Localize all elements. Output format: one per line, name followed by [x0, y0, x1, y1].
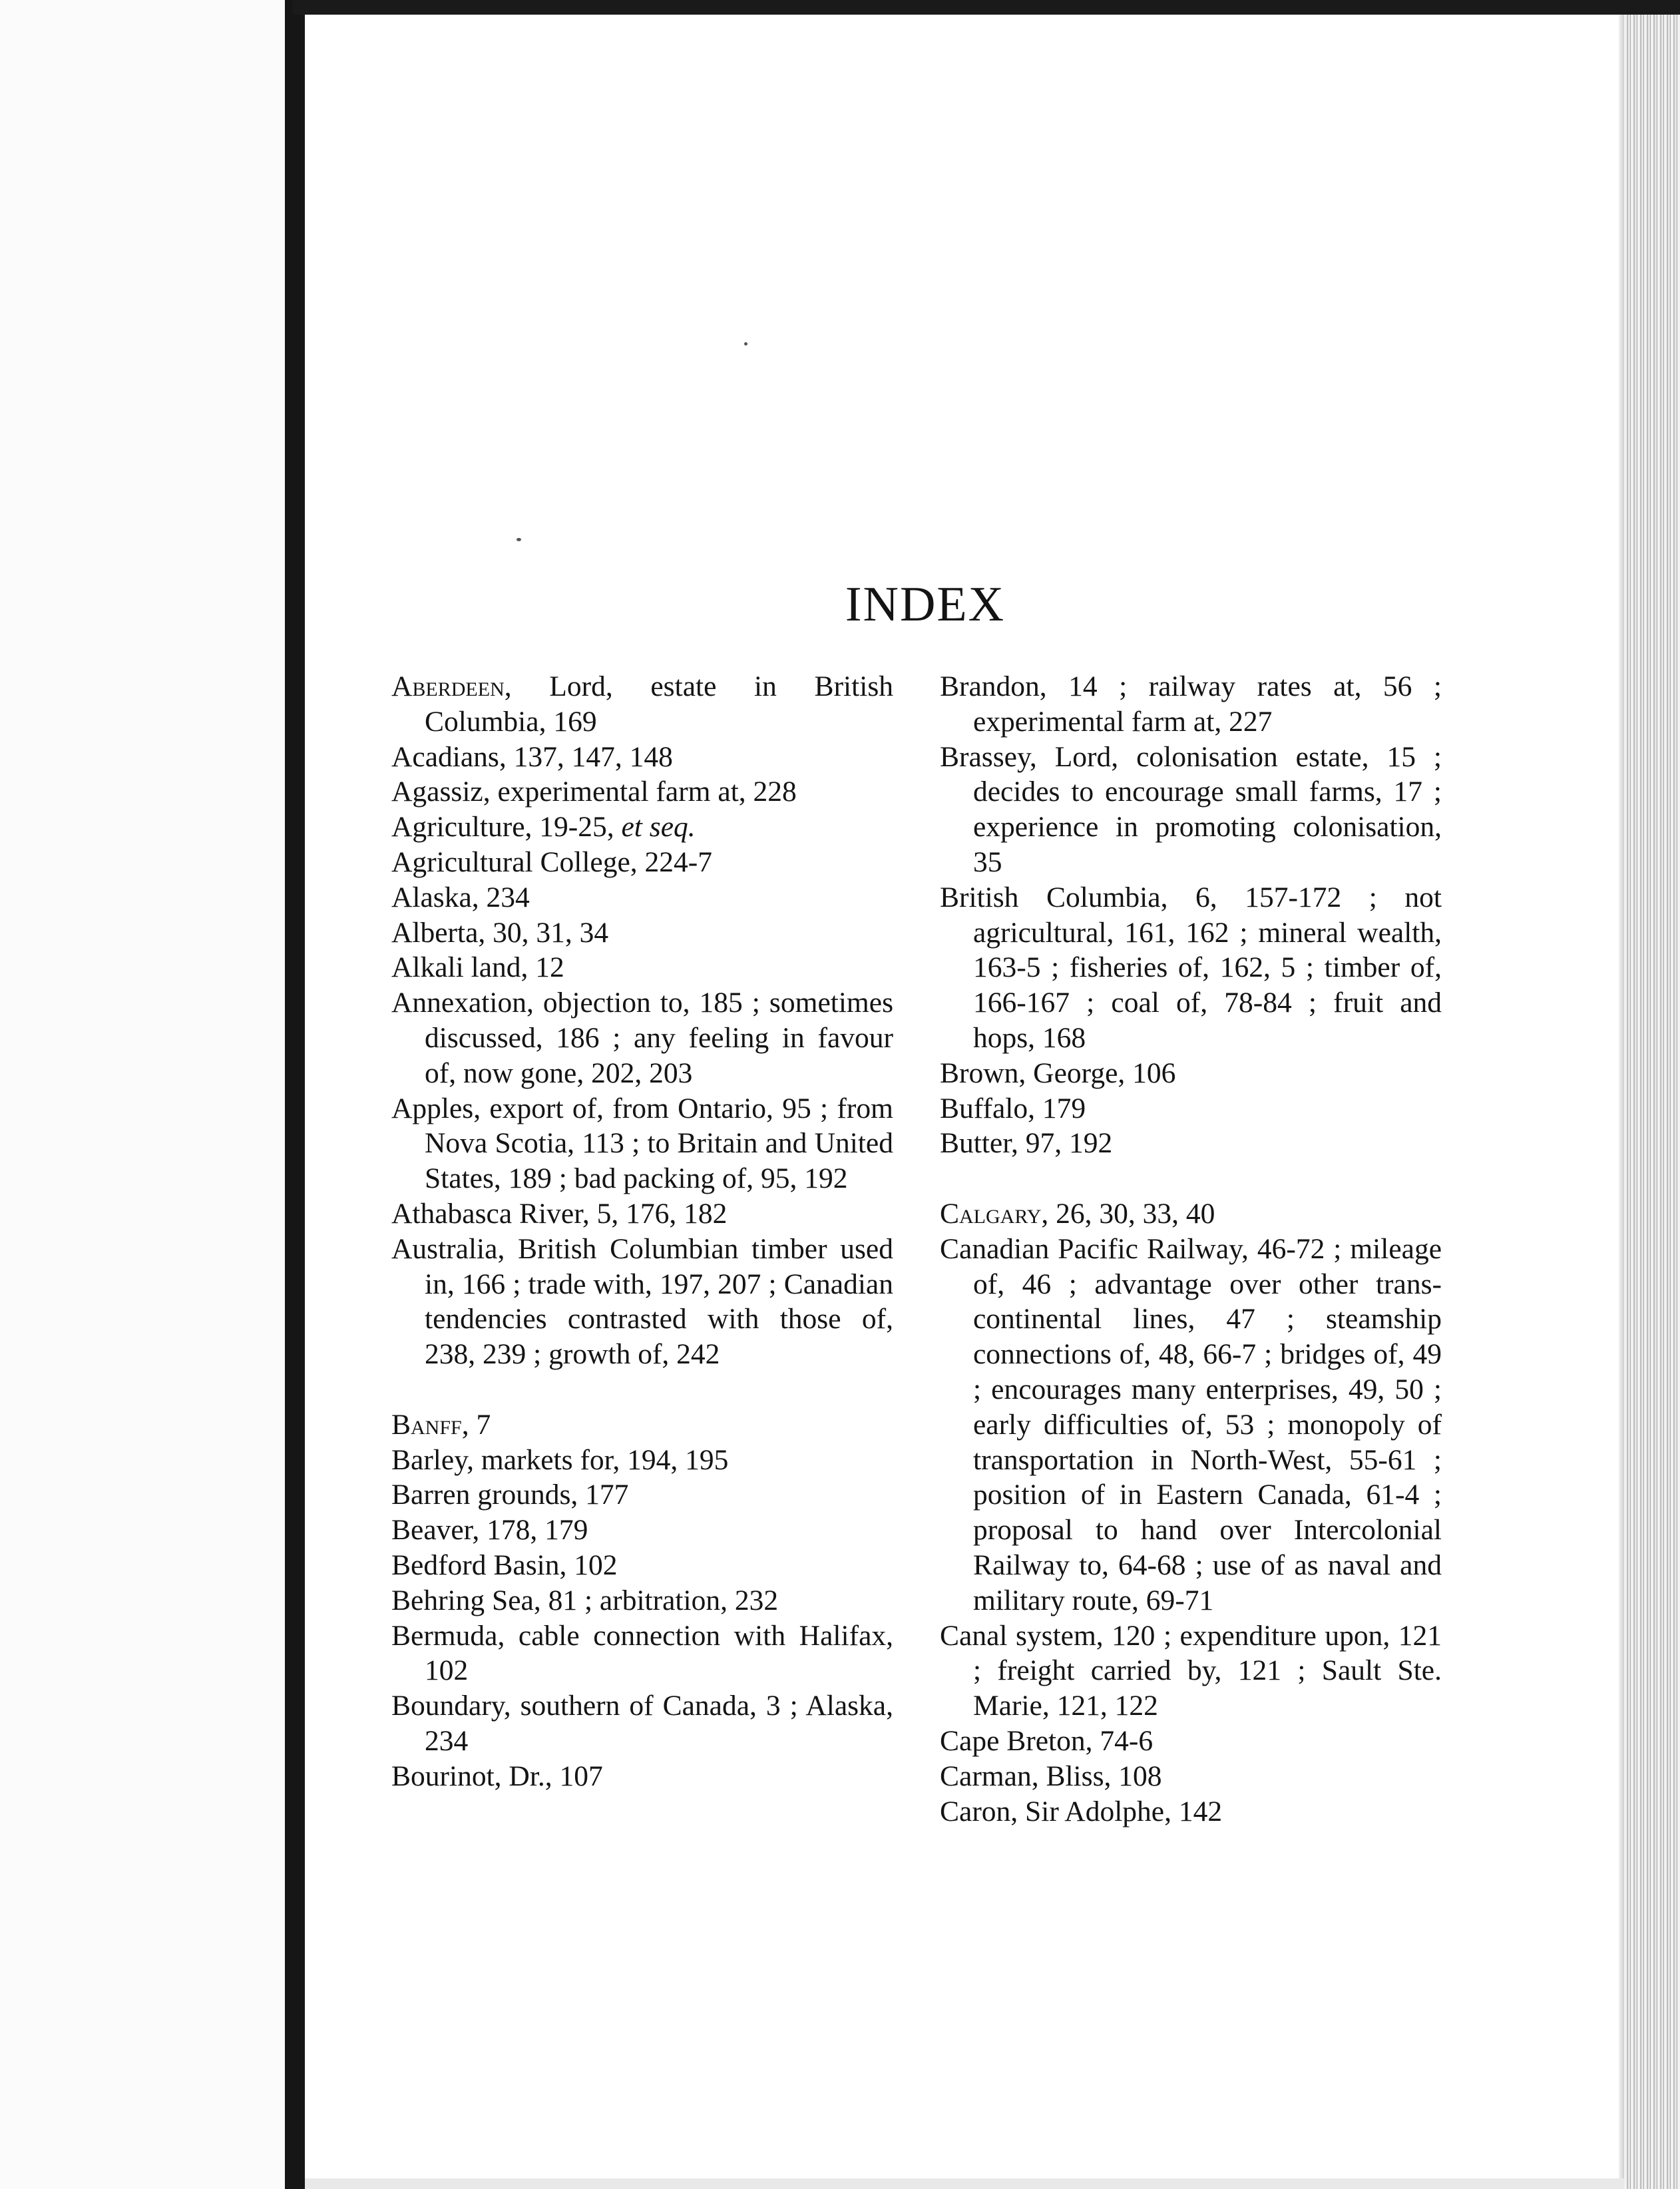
index-entry: Canadian Pacific Railway, 46-72 ; mileage of, 46 ; advantage over other trans-continental lines, 47 ; steamship connections of, 48, 66-7 ; bridges of, 49 ; encourages many enterprises, 49, 50 ; early difficulties of, 53 ; monopoly of transportation in North-West, 55-61 ; position of in Eastern Canada, 61-4 ; proposal to hand over Intercolonial Railway to, 64-68 ; use of as naval and military route, 69-71	[940, 1232, 1442, 1616]
index-entry	[391, 669, 893, 740]
bottom-edge	[305, 2178, 1624, 2189]
entry-headword: Aberdeen	[391, 670, 505, 702]
index-entry: Alkali land, 12	[391, 951, 564, 984]
index-entry: Bourinot, Dr., 107	[391, 1760, 603, 1792]
index-entry: Agricultural College, 224-7	[391, 846, 713, 878]
index-entry: Barley, markets for, 194, 195	[391, 1443, 729, 1476]
section-gap	[940, 1161, 1442, 1196]
index-entry: Barren grounds, 177	[391, 1479, 629, 1511]
index-entry: Beaver, 178, 179	[391, 1514, 588, 1547]
index-entry	[940, 1196, 1442, 1232]
index-entry: Annexation, objection to, 185 ; sometimes discussed, 186 ; any feeling in favour of, now gone, 202, 203	[391, 987, 893, 1089]
index-entry: Brown, George, 106	[940, 1057, 1176, 1089]
entry-rest: , 26, 30, 33, 40	[1041, 1197, 1215, 1230]
index-entry: Behring Sea, 81 ; arbitration, 232	[391, 1584, 779, 1616]
section-gap	[391, 1372, 893, 1407]
paper-speck	[744, 342, 747, 346]
page-title: INDEX	[845, 577, 1006, 632]
entry-rest: , 7	[461, 1408, 491, 1441]
page-stack	[1624, 15, 1680, 2189]
index-entry: Canal system, 120 ; expenditure upon, 121 ; freight carried by, 121 ; Sault Ste. Marie, 121, 122	[940, 1619, 1442, 1722]
index-entry	[391, 810, 893, 845]
index-entry: Buffalo, 179	[940, 1092, 1086, 1124]
entry-italic: et seq.	[621, 811, 696, 844]
entry-rest: , Lord, estate in British Columbia, 169	[425, 670, 893, 738]
index-entry: Australia, British Columbian timber used in, 166 ; trade with, 197, 207 ; Canadian tendencies contrasted with those of, 238, 239 ; growth of, 242	[391, 1232, 893, 1371]
index-entry: Caron, Sir Adolphe, 142	[940, 1795, 1223, 1827]
left-page	[0, 0, 285, 2189]
entry-headword: Banff	[391, 1408, 462, 1441]
index-entry: Apples, export of, from Ontario, 95 ; from Nova Scotia, 113 ; to Britain and United States, 189 ; bad packing of, 95, 192	[391, 1092, 893, 1195]
index-entry: Alberta, 30, 31, 34	[391, 916, 609, 949]
index-entry: Bedford Basin, 102	[391, 1549, 618, 1581]
index-entry: Acadians, 137, 147, 148	[391, 740, 673, 773]
index-column-right	[940, 669, 1442, 1829]
index-entry: Brandon, 14 ; railway rates at, 56 ; experimental farm at, 227	[940, 670, 1442, 738]
index-entry: Cape Breton, 74-6	[940, 1724, 1154, 1757]
index-entry: British Columbia, 6, 157-172 ; not agricultural, 161, 162 ; mineral wealth, 163-5 ; fisheries of, 162, 5 ; timber of, 166-167 ; coal of, 78-84 ; fruit and hops, 168	[940, 881, 1442, 1054]
index-entry: Boundary, southern of Canada, 3 ; Alaska, 234	[391, 1690, 893, 1757]
entry-headword: Calgary	[940, 1197, 1042, 1230]
paper-speck	[517, 538, 521, 541]
index-entry: Agassiz, experimental farm at, 228	[391, 776, 797, 808]
index-entry: Bermuda, cable connection with Halifax, 102	[391, 1619, 893, 1687]
index-column-left	[391, 669, 893, 1794]
index-entry: Butter, 97, 192	[940, 1127, 1113, 1160]
entry-rest: Agriculture, 19-25,	[391, 811, 622, 844]
index-entry: Brassey, Lord, colonisation estate, 15 ; decides to encourage small farms, 17 ; experience in promoting colonisation, 35	[940, 740, 1442, 878]
book-spine	[285, 0, 305, 2189]
index-entry: Alaska, 234	[391, 881, 530, 913]
index-entry	[391, 1407, 893, 1443]
index-entry: Carman, Bliss, 108	[940, 1760, 1162, 1792]
top-edge	[293, 0, 1680, 15]
index-entry: Athabasca River, 5, 176, 182	[391, 1197, 728, 1230]
